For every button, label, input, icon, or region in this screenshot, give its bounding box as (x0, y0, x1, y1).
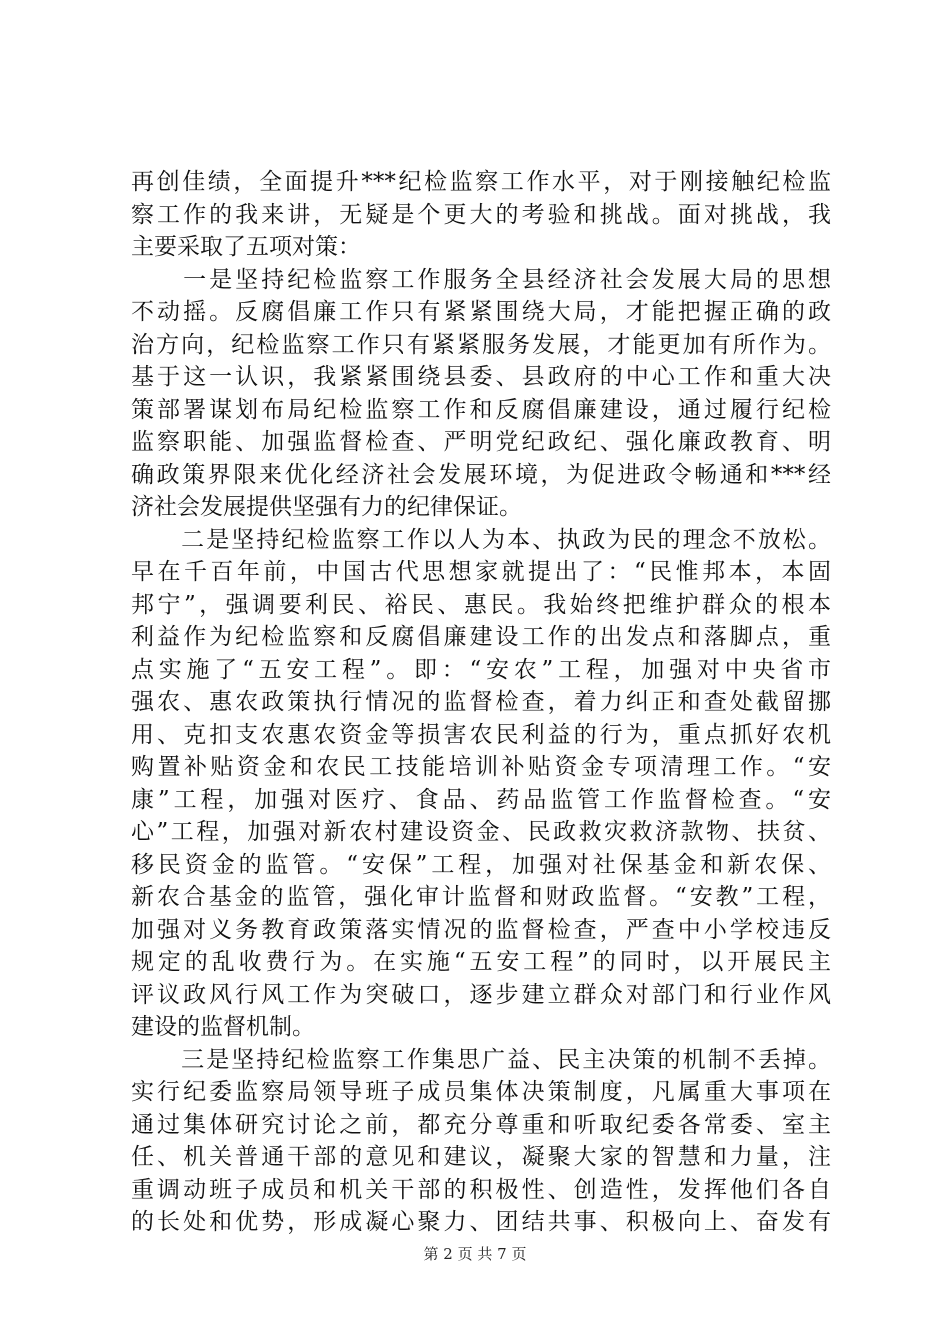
text-line: 康”工程，加强对医疗、食品、药品监管工作监督检查。“安 (131, 786, 831, 813)
text-line: 强农、惠农政策执行情况的监督检查，着力纠正和查处截留挪 (131, 689, 831, 715)
text-line: 再创佳绩，全面提升***纪检监察工作水平，对于刚接触纪检监 (131, 169, 831, 195)
text-line: 治方向，纪检监察工作只有紧紧服务发展，才能更加有所作为。 (131, 331, 831, 358)
text-line: 三是坚持纪检监察工作集思广益、民主决策的机制不丢掉。 (131, 1046, 831, 1073)
text-line: 新农合基金的监管，强化审计监督和财政监督。“安教”工程， (131, 884, 831, 910)
text-line: 购置补贴资金和农民工技能培训补贴资金专项清理工作。“安 (131, 754, 831, 780)
text-line: 的长处和优势，形成凝心聚力、团结共事、积极向上、奋发有 (131, 1209, 831, 1235)
text-line: 监察职能、加强监督检查、严明党纪政纪、强化廉政教育、明 (131, 429, 831, 455)
text-line: 主要采取了五项对策： (131, 234, 361, 260)
text-line: 点实施了“五安工程”。即：“安农”工程，加强对中央省市 (131, 656, 831, 683)
text-line: 建设的监督机制。 (131, 1014, 315, 1040)
text-line: 通过集体研究讨论之前，都充分尊重和听取纪委各常委、室主 (131, 1111, 831, 1138)
text-line: 规定的乱收费行为。在实施“五安工程”的同时，以开展民主 (131, 949, 831, 975)
text-line: 邦宁”，强调要利民、裕民、惠民。我始终把维护群众的根本 (131, 591, 831, 618)
text-line: 用、克扣支农惠农资金等损害农民利益的行为，重点抓好农机 (131, 721, 831, 748)
text-line: 移民资金的监管。“安保”工程，加强对社保基金和新农保、 (131, 851, 831, 878)
text-line: 策部署谋划布局纪检监察工作和反腐倡廉建设，通过履行纪检 (131, 396, 831, 423)
text-line: 济社会发展提供坚强有力的纪律保证。 (131, 494, 522, 520)
text-line: 利益作为纪检监察和反腐倡廉建设工作的出发点和落脚点，重 (131, 624, 831, 650)
text-line: 基于这一认识，我紧紧围绕县委、县政府的中心工作和重大决 (131, 364, 831, 390)
text-line: 察工作的我来讲，无疑是个更大的考验和挑战。面对挑战，我 (131, 201, 831, 228)
text-line: 评议政风行风工作为突破口，逐步建立群众对部门和行业作风 (131, 981, 831, 1008)
text-line: 一是坚持纪检监察工作服务全县经济社会发展大局的思想 (131, 266, 831, 293)
text-line: 二是坚持纪检监察工作以人为本、执政为民的理念不放松。 (131, 526, 831, 553)
text-line: 不动摇。反腐倡廉工作只有紧紧围绕大局，才能把握正确的政 (131, 299, 831, 325)
text-line: 任、机关普通干部的意见和建议，凝聚大家的智慧和力量，注 (131, 1144, 831, 1170)
text-line: 实行纪委监察局领导班子成员集体决策制度，凡属重大事项在 (131, 1079, 831, 1105)
page-footer: 第 2 页 共 7 页 (423, 1245, 527, 1263)
text-line: 加强对义务教育政策落实情况的监督检查，严查中小学校违反 (131, 916, 831, 943)
text-line: 心”工程，加强对新农村建设资金、民政救灾救济款物、扶贫、 (131, 819, 831, 845)
document-body (131, 166, 831, 1239)
text-line: 重调动班子成员和机关干部的积极性、创造性，发挥他们各自 (131, 1176, 831, 1203)
text-line: 确政策界限来优化经济社会发展环境，为促进政令畅通和***经 (131, 461, 831, 488)
text-line: 早在千百年前，中国古代思想家就提出了：“民惟邦本，本固 (131, 559, 831, 585)
